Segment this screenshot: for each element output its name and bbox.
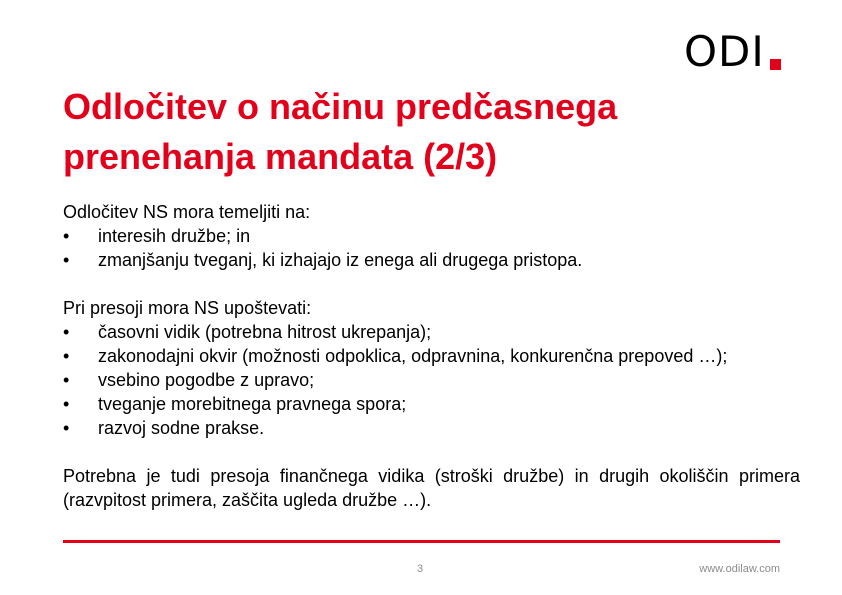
list-item: • zakonodajni okvir (možnosti odpoklica, odpravnina, konkurenčna prepoved …); (63, 344, 800, 368)
list-item: • časovni vidik (potrebna hitrost ukrepanja); (63, 320, 800, 344)
page-number: 3 (416, 563, 424, 575)
section2-list (63, 320, 800, 440)
slide-title: Odločitev o načinu predčasnega prenehanja mandata (2/3) (63, 86, 618, 177)
list-item: • zmanjšanju tveganj, ki izhajajo iz enega ali drugega pristopa. (63, 248, 800, 272)
list-item: • interesih družbe; in (63, 224, 800, 248)
slide-body (63, 200, 800, 512)
list-item: • razvoj sodne prakse. (63, 416, 800, 440)
section2-intro: Pri presoji mora NS upoštevati: (63, 298, 312, 318)
website-url: www.odilaw.com (699, 563, 780, 575)
logo-red-square (770, 59, 781, 70)
list-item: • vsebino pogodbe z upravo; (63, 368, 800, 392)
odi-logo (684, 27, 781, 76)
footer-divider (63, 540, 780, 543)
closing-paragraph: Potrebna je tudi presoja finančnega vidika (stroški družbe) in drugih okoliščin primera (razvpitost primera, zaščita ugleda družbe …). (63, 466, 800, 510)
section1-intro: Odločitev NS mora temeljiti na: (63, 202, 311, 222)
list-item: • tveganje morebitnega pravnega spora; (63, 392, 800, 416)
section1-list (63, 224, 800, 272)
logo-text: ODI (684, 27, 765, 76)
